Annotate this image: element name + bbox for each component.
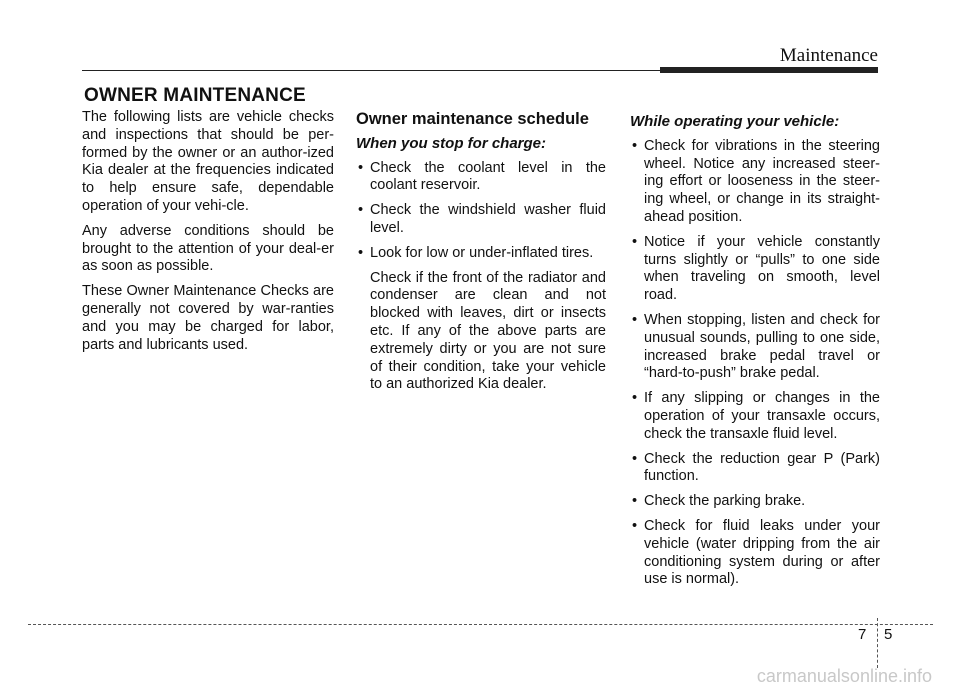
header-rule — [82, 70, 662, 71]
operating-list — [630, 138, 880, 589]
intro-column — [82, 109, 334, 361]
bullet-icon: • — [358, 244, 364, 261]
bullet-icon: • — [632, 233, 638, 250]
bullet-icon: • — [632, 390, 638, 407]
bullet-icon: • — [632, 137, 638, 154]
footer-divider — [28, 624, 933, 625]
list-item — [630, 312, 880, 383]
list-item-text: Notice if your vehicle constantly turns slightly or “pulls” to one side when traveling on smooth, level road. — [644, 233, 880, 304]
intro-paragraph: Any adverse conditions should be brought to the attention of your deal-er as soon as possible. — [82, 222, 334, 275]
list-item — [630, 138, 880, 227]
list-item — [630, 493, 880, 511]
list-item — [356, 202, 606, 238]
watermark: carmanualsonline.info — [756, 666, 932, 686]
operating-column — [630, 109, 880, 596]
list-item-text: Look for low or under-inflated tires. — [370, 244, 594, 261]
operating-heading: While operating your vehicle: — [630, 113, 840, 130]
list-item-text: Check for fluid leaks under your vehicle (water dripping from the air conditioning system during or after use is normal). — [644, 517, 880, 588]
charge-list — [356, 160, 606, 263]
page-number: 5 — [884, 626, 893, 643]
bullet-icon: • — [632, 450, 638, 467]
charge-heading: When you stop for charge: — [356, 134, 547, 152]
list-item — [630, 390, 880, 443]
bullet-icon: • — [632, 493, 638, 510]
intro-paragraph: These Owner Maintenance Checks are generally not covered by war-ranties and you may be charged for labor, parts and lubricants used. — [82, 283, 334, 353]
list-item-text: Check the reduction gear P (Park) function. — [644, 450, 880, 485]
footer-page-divider — [877, 618, 878, 668]
page-header-title: Maintenance — [779, 45, 878, 66]
bullet-icon: • — [358, 159, 364, 176]
list-item — [356, 160, 606, 196]
list-item-text: If any slipping or changes in the operation of your transaxle occurs, check the transaxle fluid level. — [644, 390, 880, 442]
bullet-icon: • — [632, 517, 638, 534]
list-item-text: Check the windshield washer fluid level. — [370, 202, 606, 236]
charge-column — [356, 109, 606, 401]
list-item-text: Check the coolant level in the coolant reservoir. — [370, 159, 606, 194]
list-item — [630, 451, 880, 487]
list-item — [630, 234, 880, 305]
bullet-icon: • — [632, 311, 638, 328]
list-item-text: When stopping, listen and check for unusual sounds, pulling to one side, increased brake pedal travel or “hard-to-push” brake pedal. — [644, 311, 880, 382]
list-item — [630, 518, 880, 589]
section-title: OWNER MAINTENANCE — [84, 85, 306, 106]
list-item-text: Check the parking brake. — [644, 493, 806, 510]
chapter-number: 7 — [858, 626, 867, 643]
charge-note: Check if the front of the radiator and condenser are clean and not blocked with leaves, dirt or insects etc. If any of the above parts are extremely dirty or you are not sure of their condition, take your vehicle to an authorized Kia dealer. — [370, 269, 606, 393]
bullet-icon: • — [358, 202, 364, 219]
list-item — [356, 245, 606, 263]
schedule-title: Owner maintenance schedule — [356, 110, 589, 128]
list-item-text: Check for vibrations in the steering wheel. Notice any increased steer-ing effort or looseness in the steer-ing wheel, or change in its straight-ahead position. — [644, 137, 880, 225]
header-rule-accent — [660, 67, 878, 73]
intro-paragraph: The following lists are vehicle checks and inspections that should be per-formed by the owner or an author-ized Kia dealer at the frequencies indicated to help ensure safe, dependable operation of your vehi-cle. — [82, 109, 334, 214]
